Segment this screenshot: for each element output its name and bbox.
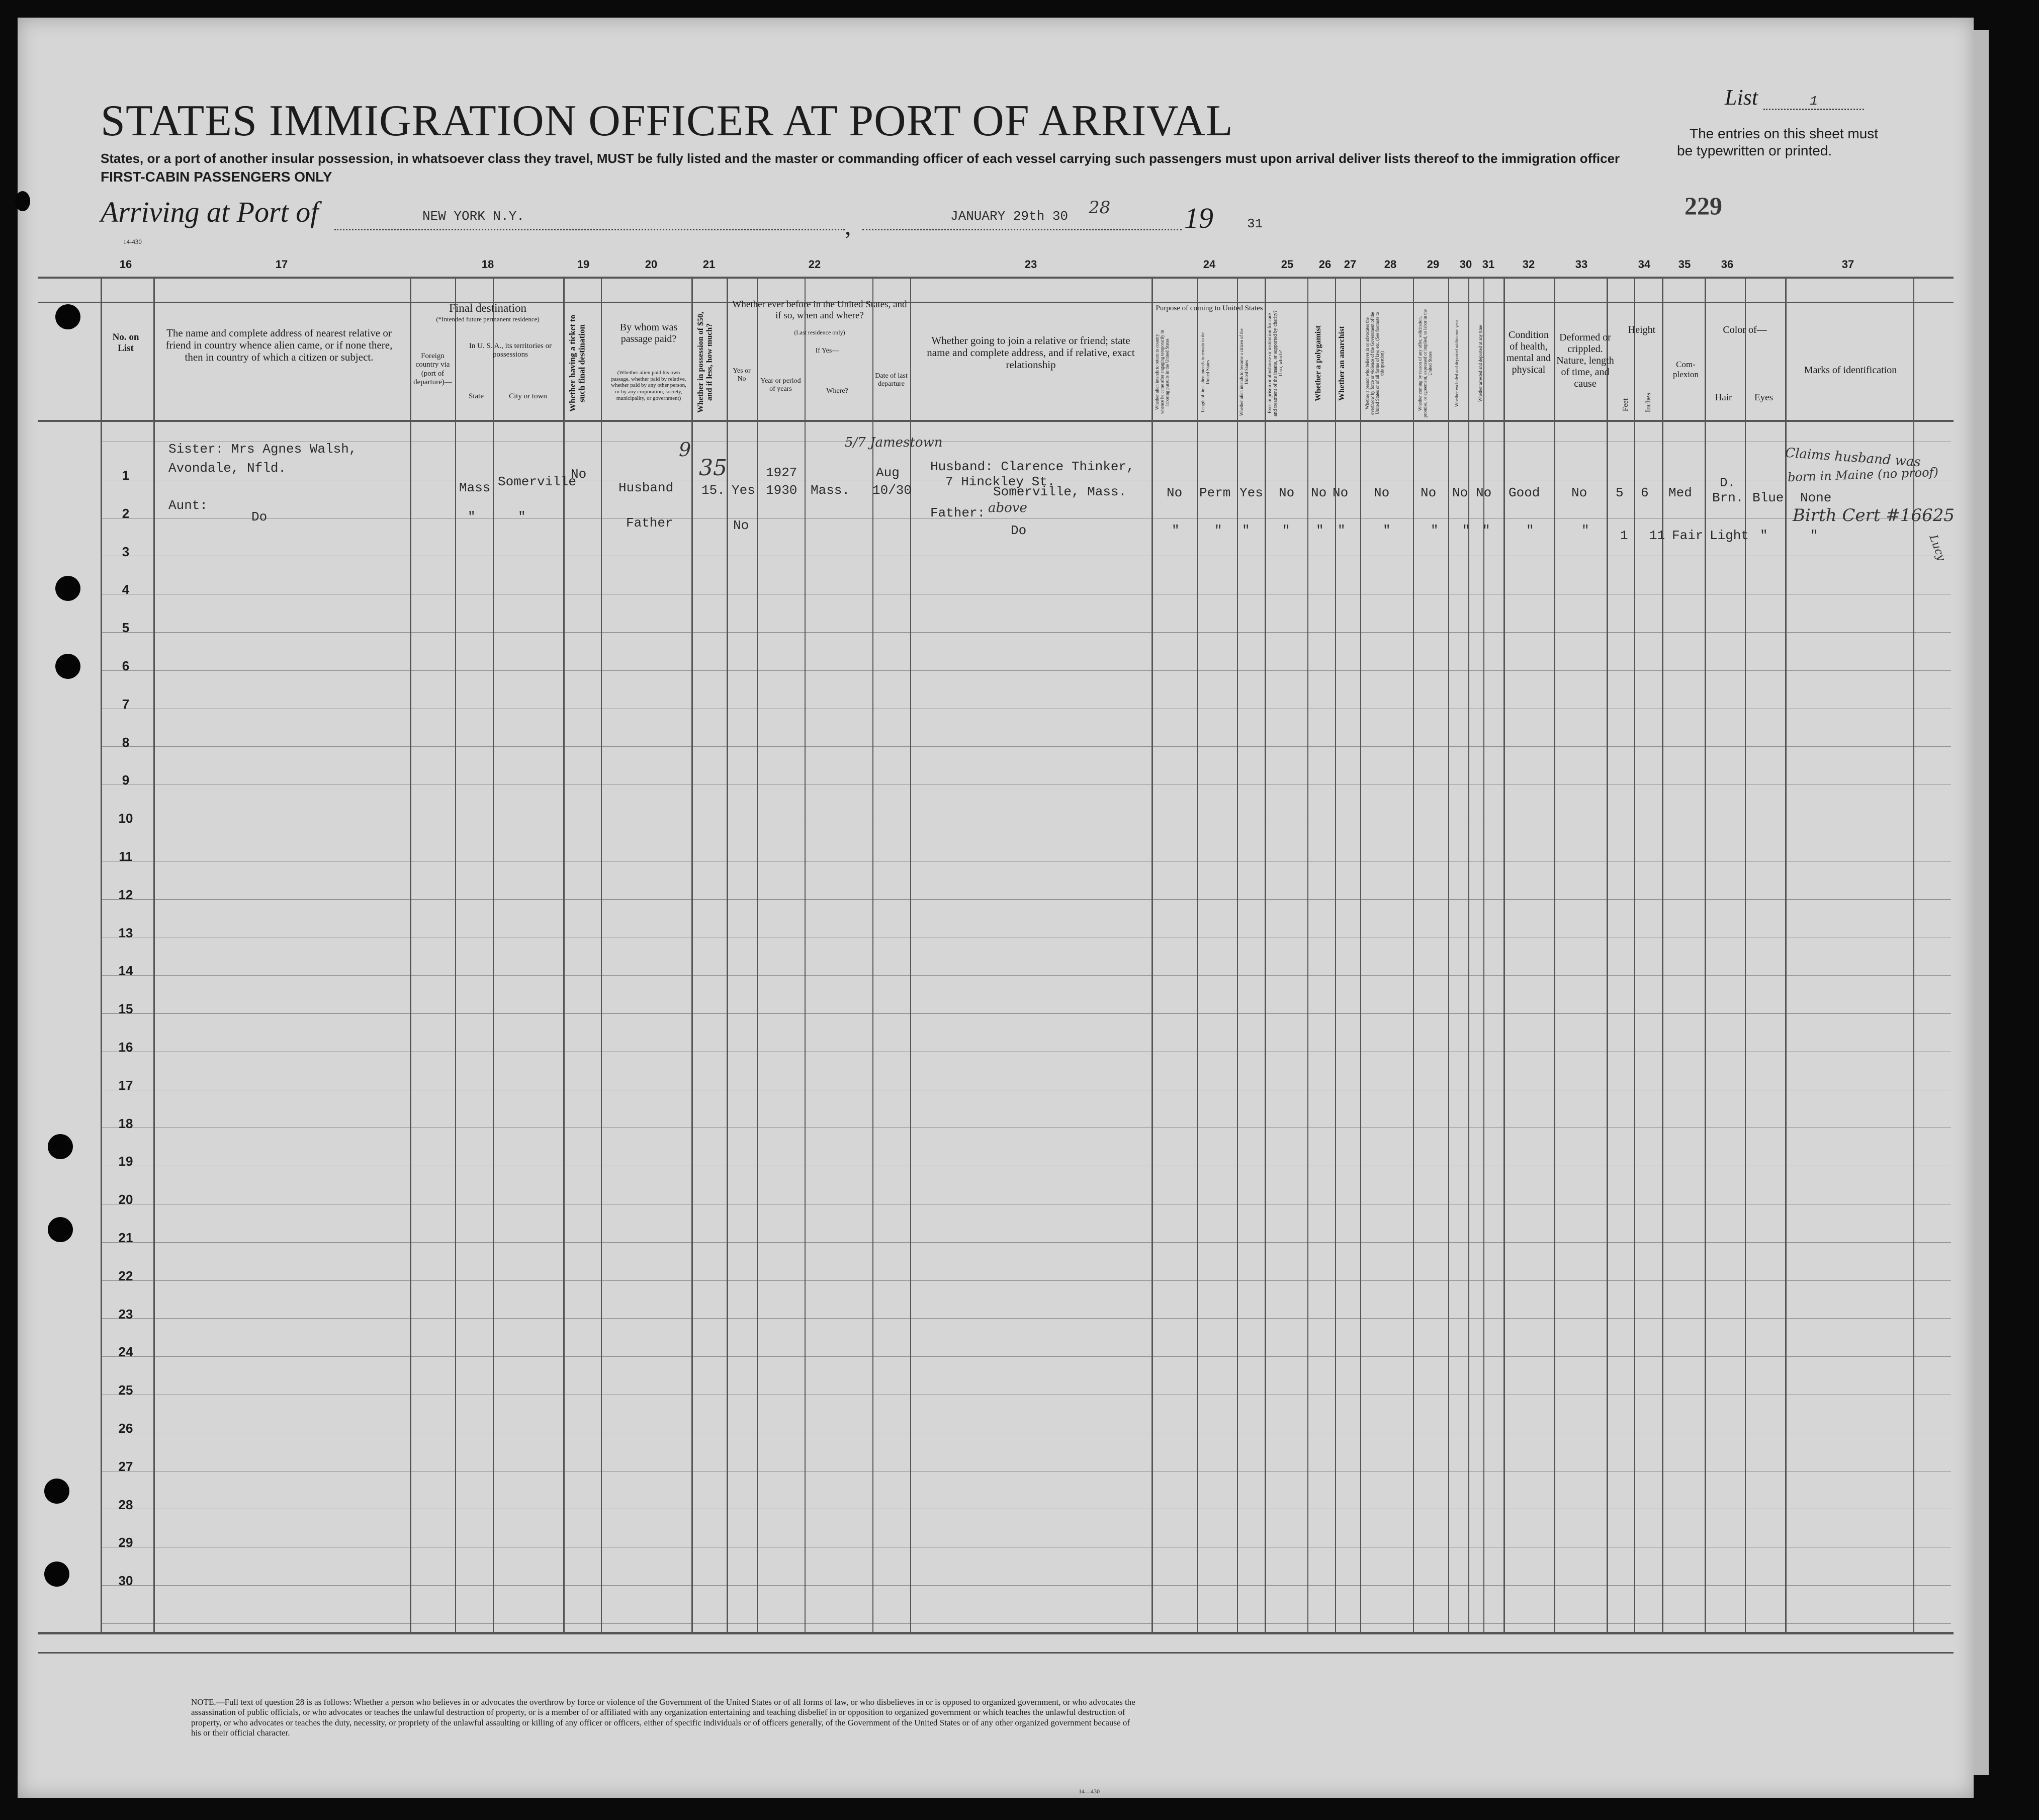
colnum-35: 35 [1678,258,1691,271]
manifest-sheet [18,18,1974,1798]
entry-2-ditto-25: " [1282,523,1290,538]
entry-1-relative-line2: Avondale, Nfld. [168,461,287,476]
row-number: 3 [122,544,130,559]
column-rule [1607,277,1608,1634]
row-number: 19 [118,1154,133,1169]
header-foreign-country: Foreign country via (port of departure)— [413,352,452,386]
row-rule [101,632,1951,633]
entry-1-joining-line3: Somerville, Mass. [993,484,1127,499]
header-no-on-list: No. on List [112,332,139,354]
port-field [334,209,845,230]
binder-hole [15,191,30,211]
row-number: 15 [118,1001,133,1016]
colnum-25: 25 [1281,258,1294,271]
colnum-16: 16 [119,258,132,271]
entry-1-money-hand: 35 [699,455,727,481]
colnum-23: 23 [1024,258,1037,271]
entry-1-inches: 6 [1641,485,1649,500]
question-28-footnote: NOTE.—Full text of question 28 is as follows: Whether a person who believes in or advocates the overthrow by force or violence of the Government of the United States or of all forms of law, or who disbelieves in or is opposed to organized government, or who advocates the assassination of public officials, or who advocates or teaches the unlawful destruction of property, or is a member of or affiliated with any organization entertaining and teaching disbelief in or opposition to organized government or which teaches the unlawful destruction of property, or who advocates or teaches the duty, necessity, or propriety of the unlawful assaulting or killing of any officer or officers, either of specific individuals or of officers generally, of the Government of the United States or of any other organized government because of his or their official character. [191,1697,1135,1738]
column-rule [455,277,456,1634]
binder-hole [55,304,80,329]
row-number: 4 [122,582,130,597]
colnum-17: 17 [275,258,288,271]
header-polygamist: Whether a polygamist [1314,325,1322,401]
row-number: 17 [118,1078,133,1093]
entry-2-ditto-24c: " [1242,523,1250,538]
column-rule [757,277,758,1634]
header-offer: Whether coming by reason of any offer, solicitation, promise, or agreement, expressed or implied, to labor in the United States [1417,309,1433,417]
row-rule [101,899,1951,900]
column-rule [493,277,494,1634]
entry-1-hair-1: D. [1720,475,1736,490]
header-purpose-length: Length of time alien intends to remain in the United States [1200,331,1210,413]
row-rule [101,1242,1951,1243]
column-rule [1662,277,1663,1634]
entry-2-marks: " [1810,528,1818,543]
entry-2-ditto-29: " [1431,523,1439,538]
entry-1-offer: No [1421,485,1437,500]
header-final-destination: Final destination [449,302,526,314]
header-purpose-return: Whether alien intends to return to country whence he came after engaging temporarily in laboring pursuits in the United States [1155,330,1170,414]
row-number: 23 [118,1307,133,1322]
entry-1-citizen: Yes [1239,485,1263,500]
header-going-to-join: Whether going to join a relative or friend; state name and complete address, and if relative, exact relationship [927,334,1135,371]
port-value: NEW YORK N.Y. [422,209,524,224]
entry-1-relative-line1: Sister: Mrs Agnes Walsh, [168,442,357,457]
date-value: JANUARY 29th 30 [950,209,1069,224]
row-rule [101,1585,1951,1586]
header-date-departure: Date of last departure [875,372,908,388]
column-rule [1360,277,1361,1634]
typewritten-note-2: be typewritten or printed. [1677,143,1832,158]
column-rule [1237,277,1238,1634]
entry-2-ditto-28: " [1383,523,1391,538]
entry-2-state: " [468,509,476,525]
entry-1-length-stay: Perm [1199,485,1231,500]
column-rule [1503,277,1505,1634]
colnum-22: 22 [808,258,821,271]
entry-2-marks-hand-suffix: Lucy [1926,533,1948,563]
column-rule [410,277,411,1634]
header-inches: Inches [1644,392,1652,412]
header-marks: Marks of identification [1804,365,1897,376]
row-number: 1 [122,468,130,483]
entry-2-ditto-27: " [1338,523,1346,538]
row-number: 8 [122,735,130,750]
colnum-28: 28 [1384,258,1397,271]
entry-2-been-before: No [733,518,749,533]
row-number: 29 [118,1535,133,1550]
column-rule [601,277,602,1634]
row-number: 30 [118,1573,133,1588]
entry-1-eyes: Blue [1752,490,1784,505]
column-rule [1634,277,1635,1634]
row-number: 27 [118,1459,133,1474]
entry-2-ditto-24a: " [1172,523,1180,538]
header-hair: Hair [1715,392,1732,403]
year-suffix: 31 [1247,216,1263,231]
header-eyes: Eyes [1754,392,1773,403]
row-number: 26 [118,1421,133,1436]
header-feet: Feet [1622,398,1630,411]
header-passage-paid: By whom was passage paid? [619,322,678,344]
colnum-20: 20 [645,258,658,271]
header-ever-before: Whether ever before in the United States, and if so, when and where? [732,299,907,321]
entry-2-paid-by: Father [626,515,673,531]
entry-1-city: Somerville [498,474,577,489]
row-rule [101,670,1951,671]
colnum-18: 18 [481,258,494,271]
header-overthrow: Whether a person who believes in or advocates the overthrow by force or violence of the Government of the United States or of all forms of law, etc. (See footnote to this question) [1365,312,1385,415]
entry-1-feet: 5 [1616,485,1624,500]
footer-code: 14—430 [1079,1788,1100,1795]
entry-1-money-hand-2: 9 [679,439,691,461]
year-prefix: 19 [1184,202,1213,234]
typewritten-note-1: The entries on this sheet must [1690,126,1879,141]
row-number: 6 [122,658,130,673]
date-field [862,198,1182,230]
row-rule [101,746,1951,747]
header-arrested: Whether arrested and deported at any time [1478,325,1483,402]
column-rule [1913,277,1914,1634]
entry-2-city: " [518,509,526,525]
entry-2-joining-hand: above [988,500,1027,515]
colnum-29: 29 [1427,258,1440,271]
row-number: 22 [118,1268,133,1283]
column-rule [691,277,693,1634]
binder-hole [55,654,80,679]
row-rule [101,1318,1951,1319]
list-number: 1 [1763,94,1864,110]
header-passage-paid-note: (Whether alien paid his own passage, whether paid by relative, whether paid by any other person, or by any corporation, society, municipality, or government) [611,370,686,401]
colnum-26: 26 [1318,258,1332,271]
row-number: 25 [118,1382,133,1398]
page-number: 229 [1685,192,1722,220]
column-rule [1705,277,1706,1634]
column-rule [1307,277,1308,1634]
column-rule [1448,277,1449,1634]
entry-1-ticket: No [571,467,587,482]
colnum-24: 24 [1203,258,1216,271]
row-number: 5 [122,620,130,635]
entry-1-paid-by: Husband [618,480,674,495]
arriving-label: Arriving at Port of [101,196,319,228]
entry-2-feet: 1 [1620,528,1628,543]
row-number: 7 [122,697,130,712]
column-rule [1197,277,1198,1634]
entry-2-joining-value: Do [1011,523,1027,538]
header-year: Year or period of years [760,377,801,393]
column-rule [1483,277,1484,1634]
header-ever-before-note: (Last residence only) [794,329,845,336]
entry-1-years-1: 1927 [766,465,797,480]
entry-1-arrested: No [1476,485,1492,500]
entry-1-deformed: No [1571,485,1587,500]
form-code: 14-430 [123,238,142,245]
row-number: 12 [118,887,133,902]
column-rule [1745,277,1746,1634]
row-number: 24 [118,1344,133,1359]
header-health: Condition of health, mental and physical [1506,329,1551,375]
colnum-19: 19 [577,258,590,271]
entry-2-eyes: " [1760,528,1768,543]
header-purpose: Purpose of coming to United States [1156,304,1263,312]
entry-1-marks-hand-2: born in Maine (no proof) [1787,465,1939,485]
entry-1-return-country: No [1167,485,1183,500]
row-number: 28 [118,1497,133,1512]
entry-1-years-2: 1930 [766,483,797,498]
entry-2-marks-hand: Birth Cert #16625 [1793,505,1955,526]
column-rule [1785,277,1787,1634]
colnum-36: 36 [1721,258,1734,271]
colnum-37: 37 [1841,258,1854,271]
entry-2-relative-label: Aunt: [168,498,208,513]
header-color-of: Color of— [1723,324,1767,335]
entry-1-departure-2: 10/30 [872,483,912,498]
entry-1-prison: No [1279,485,1295,500]
entry-1-departure-1: Aug [876,465,900,480]
entry-1-complexion: Med [1668,485,1692,500]
colnum-32: 32 [1522,258,1535,271]
sheet-edge [1974,30,1989,1775]
header-deformed: Deformed or crippled. Nature, length of time, and cause [1556,332,1614,389]
entry-2-ditto-31: " [1482,523,1490,538]
binder-hole [48,1134,73,1159]
column-rule [1265,277,1266,1634]
entry-1-polygamist: No [1311,485,1327,500]
header-if-yes: If Yes— [815,347,839,355]
date-hand-correction: 28 [1089,198,1111,218]
row-rule [101,1356,1951,1357]
row-number: 2 [122,506,130,521]
column-rule [1151,277,1153,1634]
row-number: 9 [122,772,130,788]
entry-2-joining-label: Father: [930,505,986,521]
entry-2-ditto-26: " [1316,523,1324,538]
entry-2-ditto-33: " [1581,523,1589,538]
entry-2-ditto-24b: " [1214,523,1222,538]
row-number: 11 [119,849,133,864]
header-in-usa: In U. S. A., its territories or possessions [469,342,552,359]
entry-2-relative-value: Do [251,509,268,525]
entry-1-excluded: No [1452,485,1468,500]
row-number: 18 [118,1116,133,1131]
entry-1-marks-hand-1: Claims husband was [1785,445,1921,470]
comma: , [845,212,851,240]
colnum-31: 31 [1482,258,1495,271]
header-ticket: Whether having a ticket to such final destination [568,314,587,412]
entry-2-complexion: Fair [1672,528,1704,543]
row-number: 21 [118,1230,133,1245]
row-rule [101,975,1951,976]
entry-2-hair: Light [1710,528,1749,543]
entry-1-joining-line2: 7 Hinckley St. [945,474,1055,489]
column-rule [1468,277,1469,1634]
first-cabin-label: FIRST-CABIN PASSENGERS ONLY [101,169,332,185]
header-prison: Ever in prison or almshouse or institution for care and treatment of the insane, or supported by charity? If so, which? [1267,310,1284,416]
colnum-33: 33 [1575,258,1588,271]
entry-1-anarchist: No [1333,485,1349,500]
entry-1-joining-line1: Husband: Clarence Thinker, [930,459,1134,474]
binder-hole [44,1479,69,1504]
entry-1-where-hand: 5/7 Jamestown [845,435,943,450]
column-rule [1335,277,1336,1634]
header-anarchist: Whether an anarchist [1338,326,1346,401]
column-rule [1413,277,1414,1634]
colnum-27: 27 [1344,258,1357,271]
header-yes-no: Yes or No [733,367,751,383]
colnum-34: 34 [1638,258,1651,271]
header-nearest-relative: The name and complete address of nearest relative or friend in country whence alien came, or if none there, then in country of which a citizen or subject. [165,327,393,364]
binder-hole [55,576,80,601]
entry-1-health: Good [1509,485,1540,500]
header-fifty-dollars: Whether in possession of $50, and if less, how much? [696,311,714,413]
row-number: 13 [118,925,133,940]
row-number: 20 [118,1192,133,1207]
entry-1-where: Mass. [811,483,850,498]
header-state: State [469,392,484,400]
column-rule [153,277,155,1634]
header-city: City or town [509,392,547,400]
entry-2-ditto-32: " [1526,523,1534,538]
row-rule [101,1013,1951,1014]
entry-1-overthrow: No [1374,485,1390,500]
binder-hole [48,1217,73,1242]
entry-1-been-before: Yes [732,483,755,498]
entry-1-marks: None [1800,490,1832,505]
row-number: 16 [118,1039,133,1055]
column-rule [805,277,806,1634]
header-excluded: Whether excluded and deported within one year [1454,320,1459,407]
column-rule [910,277,911,1634]
list-label: List 1 [1725,84,1864,110]
entry-2-inches: 11 [1649,528,1665,543]
form-subtitle: States, or a port of another insular possession, in whatsoever class they travel, MUST be fully listed and the master or commanding officer of each vessel carrying such passengers must upon arrival deliver lists thereof to the immigration officer [101,151,1620,166]
entry-1-state: Mass [459,480,491,495]
column-rule [1554,277,1555,1634]
form-title: STATES IMMIGRATION OFFICER AT PORT OF ARRIVAL [101,97,1233,145]
row-number: 14 [118,963,133,978]
entry-1-money: 15. [701,483,725,498]
entry-1-hair-2: Brn. [1712,490,1744,505]
entry-2-ditto-30: " [1462,523,1470,538]
row-rule [101,1280,1951,1281]
header-height: Height [1628,324,1656,335]
row-number: 10 [118,811,133,826]
header-purpose-citizen: Whether alien intends to become a citizen of the United States [1239,328,1249,416]
header-where: Where? [826,387,848,395]
header-final-destination-note: (*Intended future permanent residence) [436,315,540,323]
binder-hole [44,1562,69,1587]
colnum-30: 30 [1459,258,1472,271]
colnum-21: 21 [702,258,716,271]
header-complexion: Com-plexion [1673,360,1699,379]
column-rule [872,277,873,1634]
row-rule [101,1623,1951,1624]
